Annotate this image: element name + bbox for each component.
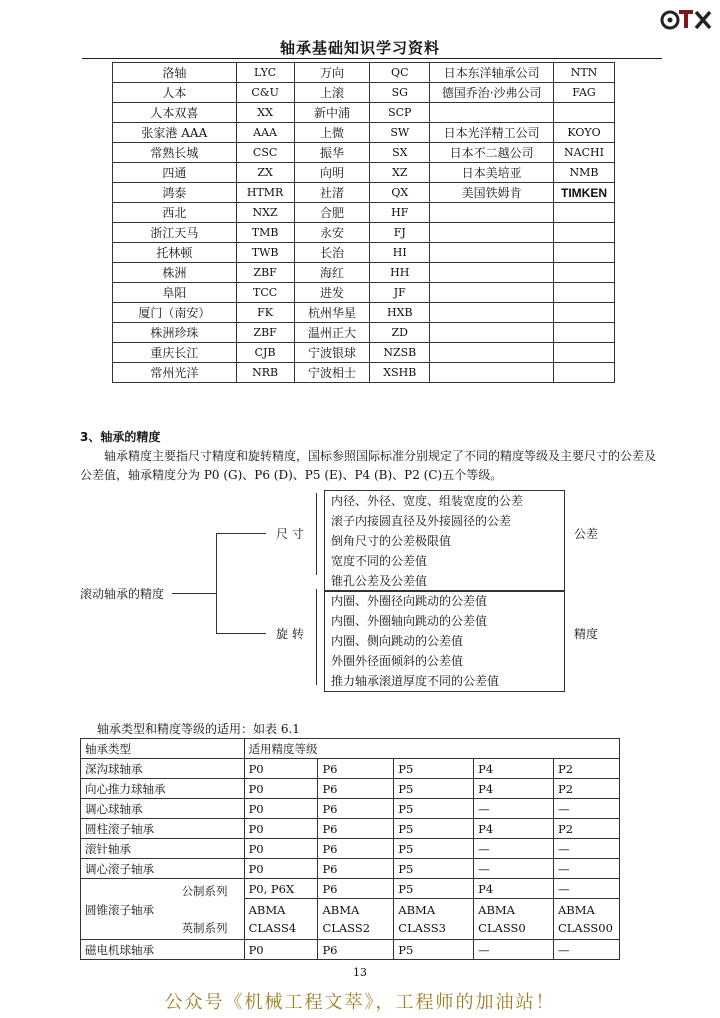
brand-code-cell: FAG (554, 83, 615, 103)
brand-code-cell (554, 363, 615, 383)
brand-name-cell: 上滚 (294, 83, 370, 103)
brand-name-cell: 合肥 (294, 203, 370, 223)
brand-code-cell: ZD (370, 323, 430, 343)
grade-standard: ABMA (398, 903, 436, 917)
bearing-type-cell: 向心推力球轴承 (81, 779, 245, 799)
grade-cell: P6 (318, 940, 394, 960)
size-tolerance-box (324, 490, 565, 592)
brand-name-cell: 株洲 (113, 263, 237, 283)
brand-code-cell: LYC (236, 63, 294, 83)
brand-code-cell: NZSB (370, 343, 430, 363)
diagram-rotation-connector (216, 633, 266, 634)
brand-code-cell: HH (370, 263, 430, 283)
grade-cell: — (553, 839, 619, 859)
diagram-root-label: 滚动轴承的精度 (80, 587, 165, 601)
grade-cell: — (553, 879, 619, 899)
grade-cell: — (474, 940, 554, 960)
brand-code-cell: TIMKEN (554, 183, 615, 203)
grade-cell: — (474, 839, 554, 859)
grade-cell: P6 (318, 879, 394, 899)
grade-class: CLASS4 (248, 921, 297, 935)
label-tolerance: 公差 (574, 527, 599, 541)
brand-name-cell: 新中浦 (294, 103, 370, 123)
diagram-item: 倒角尺寸的公差极限值 (331, 534, 452, 548)
brand-code-cell: NXZ (236, 203, 294, 223)
brand-code-cell: HI (370, 243, 430, 263)
brand-code-cell: ZBF (236, 323, 294, 343)
brand-code-cell: HTMR (236, 183, 294, 203)
grade-standard: ABMA (478, 903, 515, 917)
brand-code-cell: AAA (236, 123, 294, 143)
grade-cell: — (553, 940, 619, 960)
brand-name-cell (430, 103, 554, 123)
brand-name-cell: 鸿泰 (113, 183, 237, 203)
grade-cell: P2 (553, 819, 619, 839)
brand-row (113, 303, 615, 323)
brand-name-cell: 长治 (294, 243, 370, 263)
grade-cell: P5 (394, 819, 474, 839)
rotation-precision-box (324, 590, 565, 692)
grade-standard: ABMA (557, 903, 595, 917)
table-row (81, 940, 620, 960)
brand-code-cell (554, 223, 615, 243)
section-paragraph: 轴承精度主要指尺寸精度和旋转精度，国标参照国际标准分别规定了不同的精度等级及主要尺寸的公差及公差值，轴承精度分为 P0 (G)、P6 (D)、P5 (E)、P4 (B)、P2 (C)五个等级。 (80, 449, 657, 482)
grade-cell: P6 (318, 779, 394, 799)
grade-cell: P0 (244, 819, 318, 839)
brand-name-cell: 向明 (294, 163, 370, 183)
brand-name-cell: 温州正大 (294, 323, 370, 343)
brand-name-cell: 宁波银球 (294, 343, 370, 363)
brand-name-cell: 阜阳 (113, 283, 237, 303)
brand-name-cell: 日本东洋轴承公司 (430, 63, 554, 83)
grade-cell: P5 (394, 799, 474, 819)
bearing-type-cell: 磁电机球轴承 (81, 940, 245, 960)
brand-name-cell (430, 283, 554, 303)
brand-name-cell: 张家港 AAA (113, 123, 237, 143)
brand-name-cell: 浙江天马 (113, 223, 237, 243)
brand-name-cell: 日本光洋精工公司 (430, 123, 554, 143)
brand-name-cell: 永安 (294, 223, 370, 243)
grade-class: CLASS2 (322, 921, 371, 935)
brand-name-cell: 常熟长城 (113, 143, 237, 163)
brand-code-cell: QX (370, 183, 430, 203)
grade-cell (394, 899, 474, 940)
brand-name-cell: 人本 (113, 83, 237, 103)
brand-name-cell (430, 243, 554, 263)
brand-row (113, 323, 615, 343)
grade-cell: P4 (474, 759, 554, 779)
table-row (81, 879, 620, 899)
brand-row (113, 123, 615, 143)
grade-cell: P0 (244, 940, 318, 960)
grade-cell: P0, P6X (244, 879, 318, 899)
brand-code-cell: TWB (236, 243, 294, 263)
brand-code-table (112, 62, 615, 383)
brand-code-cell: NACHI (554, 143, 615, 163)
bearing-type-cell: 圆柱滚子轴承 (81, 819, 245, 839)
brand-name-cell (430, 363, 554, 383)
brand-name-cell: 托林顿 (113, 243, 237, 263)
brand-name-cell (430, 303, 554, 323)
brand-code-cell: FK (236, 303, 294, 323)
grade-cell (553, 899, 619, 940)
brand-name-cell: 德国乔治·沙弗公司 (430, 83, 554, 103)
grade-cell: P4 (474, 779, 554, 799)
grade-cell: P5 (394, 940, 474, 960)
table-row (81, 839, 620, 859)
diagram-branch-rotation: 旋 转 (276, 627, 304, 641)
grade-cell: P5 (394, 879, 474, 899)
diagram-item: 推力轴承滚道厚度不同的公差值 (331, 674, 500, 688)
brand-row (113, 143, 615, 163)
brand-name-cell (430, 223, 554, 243)
table-row (81, 859, 620, 879)
brand-code-cell: FJ (370, 223, 430, 243)
diagram-branch-bracket (216, 533, 217, 633)
brand-code-cell (554, 203, 615, 223)
grade-cell: P0 (244, 859, 318, 879)
publisher-logo (660, 4, 712, 34)
brand-code-cell (554, 283, 615, 303)
grade-standard: ABMA (322, 903, 360, 917)
table-row (81, 819, 620, 839)
grade-cell (244, 899, 318, 940)
brand-code-cell: ZBF (236, 263, 294, 283)
grade-cell: P6 (318, 859, 394, 879)
brand-name-cell (430, 343, 554, 363)
brand-name-cell (430, 203, 554, 223)
diagram-root-connector (172, 593, 216, 594)
brand-code-cell: QC (370, 63, 430, 83)
brand-name-cell: 厦门（南安） (113, 303, 237, 323)
grade-class: CLASS0 (478, 921, 526, 935)
brand-name-cell: 社渚 (294, 183, 370, 203)
brand-code-cell (554, 323, 615, 343)
brand-row (113, 103, 615, 123)
brand-name-cell: 重庆长江 (113, 343, 237, 363)
brand-name-cell: 西北 (113, 203, 237, 223)
brand-code-cell: TCC (236, 283, 294, 303)
grade-cell: P6 (318, 759, 394, 779)
brand-row (113, 63, 615, 83)
grade-cell: P5 (394, 859, 474, 879)
brand-name-cell: 海红 (294, 263, 370, 283)
brand-code-cell: NTN (554, 63, 615, 83)
diagram-item: 内圈、外圈轴向跳动的公差值 (331, 614, 488, 628)
diagram-item: 滚子内接圆直径及外接圆径的公差 (331, 514, 512, 528)
document-header-title: 轴承基础知识学习资料 (279, 39, 440, 57)
diagram-item: 外圈外径面倾斜的公差值 (331, 654, 464, 668)
tapered-type-label: 圆锥滚子轴承 (85, 902, 154, 917)
grade-cell: P5 (394, 839, 474, 859)
brand-name-cell: 美国铁姆肯 (430, 183, 554, 203)
footer-slogan: 公众号《机械工程文萃》，工程师的加油站！ (164, 992, 556, 1013)
brand-name-cell: 振华 (294, 143, 370, 163)
brand-name-cell: 日本美培亚 (430, 163, 554, 183)
brand-row (113, 243, 615, 263)
brand-name-cell: 株洲珍珠 (113, 323, 237, 343)
brand-code-cell: SW (370, 123, 430, 143)
brand-row (113, 223, 615, 243)
brand-code-cell: HXB (370, 303, 430, 323)
grade-class: CLASS00 (557, 921, 613, 935)
table-row (81, 779, 620, 799)
brand-code-cell: SX (370, 143, 430, 163)
grade-cell: — (474, 799, 554, 819)
grade-cell: P0 (244, 779, 318, 799)
diagram-item: 内圈、外圈径向跳动的公差值 (331, 594, 488, 608)
diagram-rotation-bracket (316, 589, 317, 685)
bearing-type-cell: 调心球轴承 (81, 799, 245, 819)
grade-cell: P5 (394, 759, 474, 779)
grade-cell: P6 (318, 839, 394, 859)
brand-name-cell: 四通 (113, 163, 237, 183)
brand-name-cell: 万向 (294, 63, 370, 83)
brand-row (113, 283, 615, 303)
grade-cell: P6 (318, 799, 394, 819)
bearing-type-cell: 滚针轴承 (81, 839, 245, 859)
precision-diagram (0, 485, 720, 695)
brand-code-cell: HF (370, 203, 430, 223)
diagram-item: 内径、外径、宽度、组装宽度的公差 (331, 494, 524, 508)
grade-class: CLASS3 (398, 921, 446, 935)
table-row (81, 799, 620, 819)
section-title: 3、轴承的精度 (80, 430, 161, 444)
brand-code-cell (554, 103, 615, 123)
grade-cell (318, 899, 394, 940)
brand-name-cell: 进发 (294, 283, 370, 303)
grade-cell: P6 (318, 819, 394, 839)
tapered-metric-label: 公制系列 (181, 883, 228, 898)
brand-name-cell: 宁波相士 (294, 363, 370, 383)
grade-cell: P2 (553, 759, 619, 779)
bearing-type-cell: 调心滚子轴承 (81, 859, 245, 879)
brand-name-cell (430, 323, 554, 343)
brand-name-cell: 洛轴 (113, 63, 237, 83)
header-divider (82, 58, 662, 59)
label-precision: 精度 (574, 627, 599, 641)
brand-code-cell: XSHB (370, 363, 430, 383)
bearing-type-cell: 深沟球轴承 (81, 759, 245, 779)
grade-cell: — (553, 859, 619, 879)
diagram-size-bracket (316, 493, 317, 575)
brand-code-cell: SCP (370, 103, 430, 123)
diagram-size-connector (216, 533, 266, 534)
grade-cell: — (553, 799, 619, 819)
grade-cell: P0 (244, 759, 318, 779)
brand-name-cell: 日本不二越公司 (430, 143, 554, 163)
page-number: 13 (353, 966, 367, 979)
grade-cell (474, 899, 554, 940)
brand-code-cell: KOYO (554, 123, 615, 143)
brand-row (113, 83, 615, 103)
brand-code-cell: SG (370, 83, 430, 103)
diagram-branch-size: 尺 寸 (276, 527, 304, 541)
grade-standard: ABMA (248, 903, 286, 917)
grade-cell: P5 (394, 779, 474, 799)
header-grades-cell: 适用精度等级 (244, 739, 619, 759)
table-caption: 轴承类型和精度等级的适用：如表 6.1 (97, 722, 300, 736)
tapered-imperial-label: 英制系列 (181, 920, 228, 935)
brand-name-cell (430, 263, 554, 283)
grade-cell: P2 (553, 779, 619, 799)
brand-code-cell: ZX (236, 163, 294, 183)
brand-row (113, 263, 615, 283)
brand-code-cell (554, 243, 615, 263)
brand-code-cell: JF (370, 283, 430, 303)
brand-code-cell: NMB (554, 163, 615, 183)
brand-row (113, 363, 615, 383)
brand-code-cell: NRB (236, 363, 294, 383)
brand-name-cell: 上微 (294, 123, 370, 143)
table-header-row (81, 739, 620, 759)
brand-code-cell (554, 303, 615, 323)
brand-code-cell (554, 263, 615, 283)
brand-name-cell: 人本双喜 (113, 103, 237, 123)
grade-cell: P0 (244, 839, 318, 859)
brand-code-cell (554, 343, 615, 363)
brand-row (113, 183, 615, 203)
brand-row (113, 163, 615, 183)
table-row (81, 759, 620, 779)
grade-cell: P4 (474, 819, 554, 839)
grade-cell: — (474, 859, 554, 879)
precision-grade-table (80, 738, 620, 960)
brand-name-cell: 常州光洋 (113, 363, 237, 383)
grade-cell: P0 (244, 799, 318, 819)
brand-row (113, 343, 615, 363)
brand-row (113, 203, 615, 223)
diagram-item: 宽度不同的公差值 (331, 554, 428, 568)
brand-code-cell: CSC (236, 143, 294, 163)
bearing-type-cell (81, 879, 245, 940)
brand-name-cell: 杭州华星 (294, 303, 370, 323)
diagram-item: 内圈、侧向跳动的公差值 (331, 634, 464, 648)
brand-code-cell: C&U (236, 83, 294, 103)
brand-code-cell: XZ (370, 163, 430, 183)
brand-code-cell: TMB (236, 223, 294, 243)
diagram-item: 锥孔公差及公差值 (331, 574, 428, 588)
header-type-cell: 轴承类型 (81, 739, 245, 759)
brand-code-cell: CJB (236, 343, 294, 363)
grade-cell: P4 (474, 879, 554, 899)
brand-code-cell: XX (236, 103, 294, 123)
